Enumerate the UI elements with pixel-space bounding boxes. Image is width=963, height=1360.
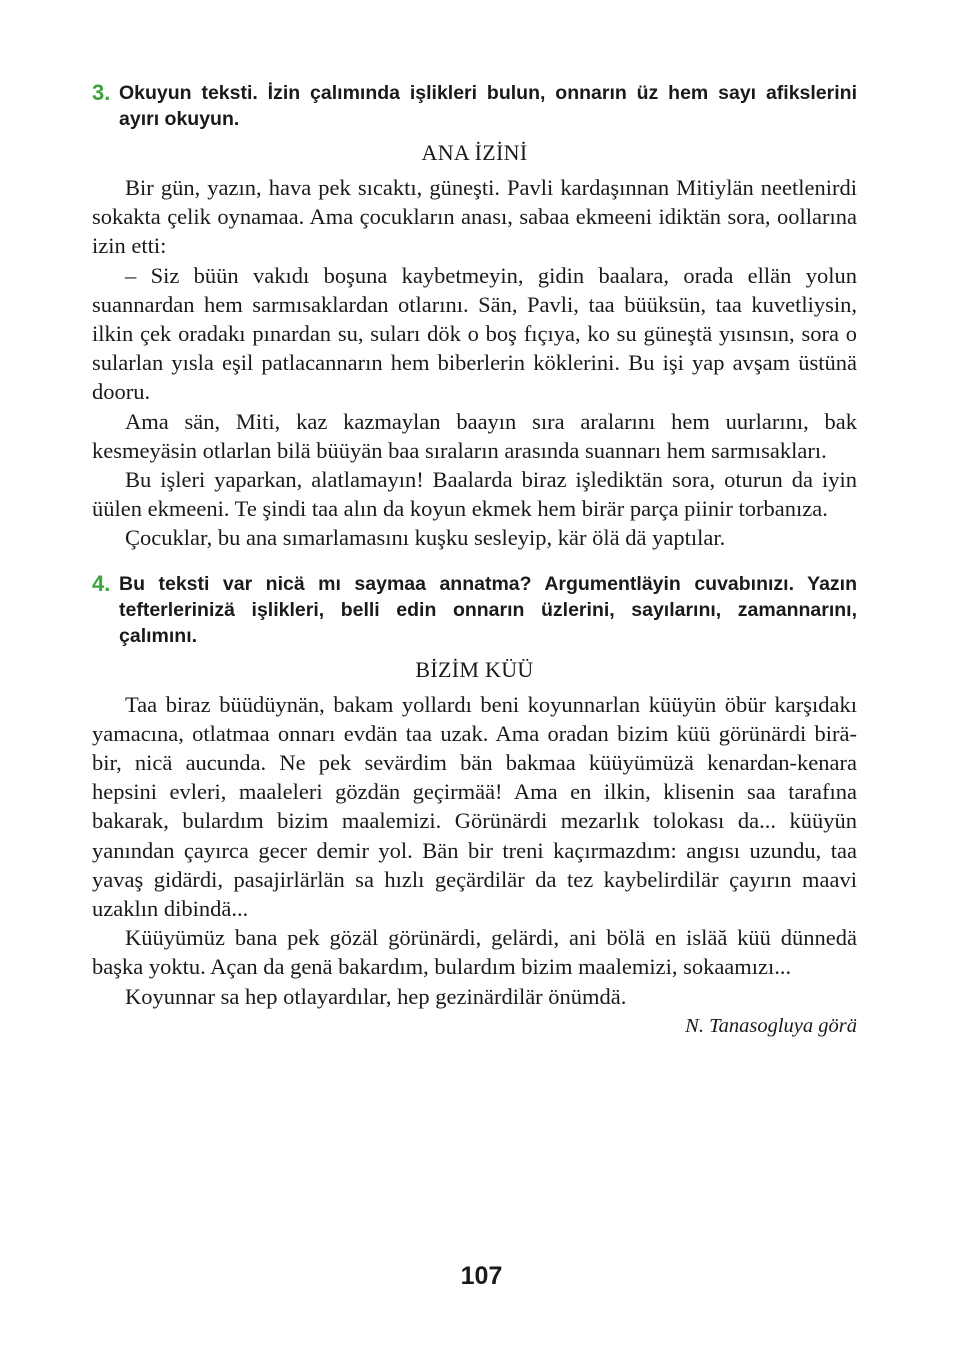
paragraph: Ama sän, Miti, kaz kazmaylan baayın sıra aralarını hem uurlarını, bak kesmeyäsin otlarlan bilä büüyän baa sıraların arasında suannarı hem sarmısakları.: [92, 408, 857, 463]
task-instruction: Bu teksti var nicä mı saymaa annatma? Argumentläyin cuvabınızı. Yazın tefterlerinizä işlikleri, belli edin onnarın üzlerini, sayılarını, zamannarını, çalımını.: [119, 572, 857, 647]
text-title: BİZİM KÜÜ: [415, 656, 534, 682]
paragraph: Bir gün, yazın, hava pek sıcaktı, güneşti. Pavli kardaşınnan Mitiylän neetlenirdi sokakta çelik oynamaa. Ama çocukların anası, sabaa ekmeeni idiktän sora, oollarına izin etti:: [92, 175, 857, 259]
paragraph: Çocuklar, bu ana sımarlamasını kuşku sesleyip, kär ölä dä yaptılar.: [125, 525, 726, 551]
paragraph: Taa biraz büüdüynän, bakam yollardı beni koyunnarlan küüyün öbür karşıdakı yamacına, otlatmaa onnarı evdän taa uzak. Ama oradan bizim küü görünärdi birä-bir, nicä aucunda. Ne pek sevärdim bän bakmaa küüyümüzä kenardan-kenara hepsini evleri, maaleleri gözdän geçirmää! Ama en ilkin, klisenin saa tarafına bakarak, bulardım bizim maalemizi. Görünärdi mezarlık tolokası da... küüyün yanından çayırca gecer demir yol. Bän bir treni kaçırmazdım: angısı uzundu, taa yavaş gidärdi, pasajirlärlän sa hızlı geçärdilär da tez kaybelirdilär çayırın maavi uzaklın dibindä...: [92, 691, 857, 922]
task-4: [92, 571, 857, 649]
paragraph: Bu işleri yaparkan, alatlamayın! Baalarda biraz işlediktän sora, oturun da iyin üülen ekmeeni. Te şindi taa alın da koyun ekmek hem birär parça piinir torbanıza.: [92, 467, 857, 522]
text-body: [92, 690, 857, 1011]
task-instruction: Okuyun teksti. İzin çalımında işlikleri bulun, onnarın üz hem sayı afikslerini ayırı okuyun.: [119, 82, 857, 130]
author-attribution: N. Tanasogluya görä: [685, 1014, 857, 1037]
paragraph: – Siz büün vakıdı boşuna kaybetmeyin, gidin baalara, orada ellän yolun suannardan hem sarmısaklardan otlarını. Sän, Pavli, taa büüksün, taa kuvetliysin, ilkin çek oradakı pınardan su, suları dök o boş fıçıya, ko su güneştä yısınsın, sora o sularlan yısla eşil patlacannarın hem biberlerin köklerini. Bu işi yap avşam üstünä dooru.: [92, 262, 857, 405]
page-number: 107: [460, 1262, 503, 1290]
page-content: [92, 80, 857, 1038]
paragraph: Koyunnar sa hep otlayardılar, hep gezinärdilär önümdä.: [125, 983, 627, 1009]
text-body: [92, 173, 857, 553]
task-number: 4.: [92, 570, 111, 596]
task-number: 3.: [92, 80, 111, 105]
text-title: ANA İZİNİ: [421, 140, 528, 165]
task-3: [92, 80, 857, 132]
paragraph: Küüyümüz bana pek gözäl görünärdi, gelärdi, ani bölä en isläă küü dünnedä başka yoktu. Açan da genä bakardım, bulardım bizim maalemizi, sokaamızı...: [92, 925, 857, 980]
